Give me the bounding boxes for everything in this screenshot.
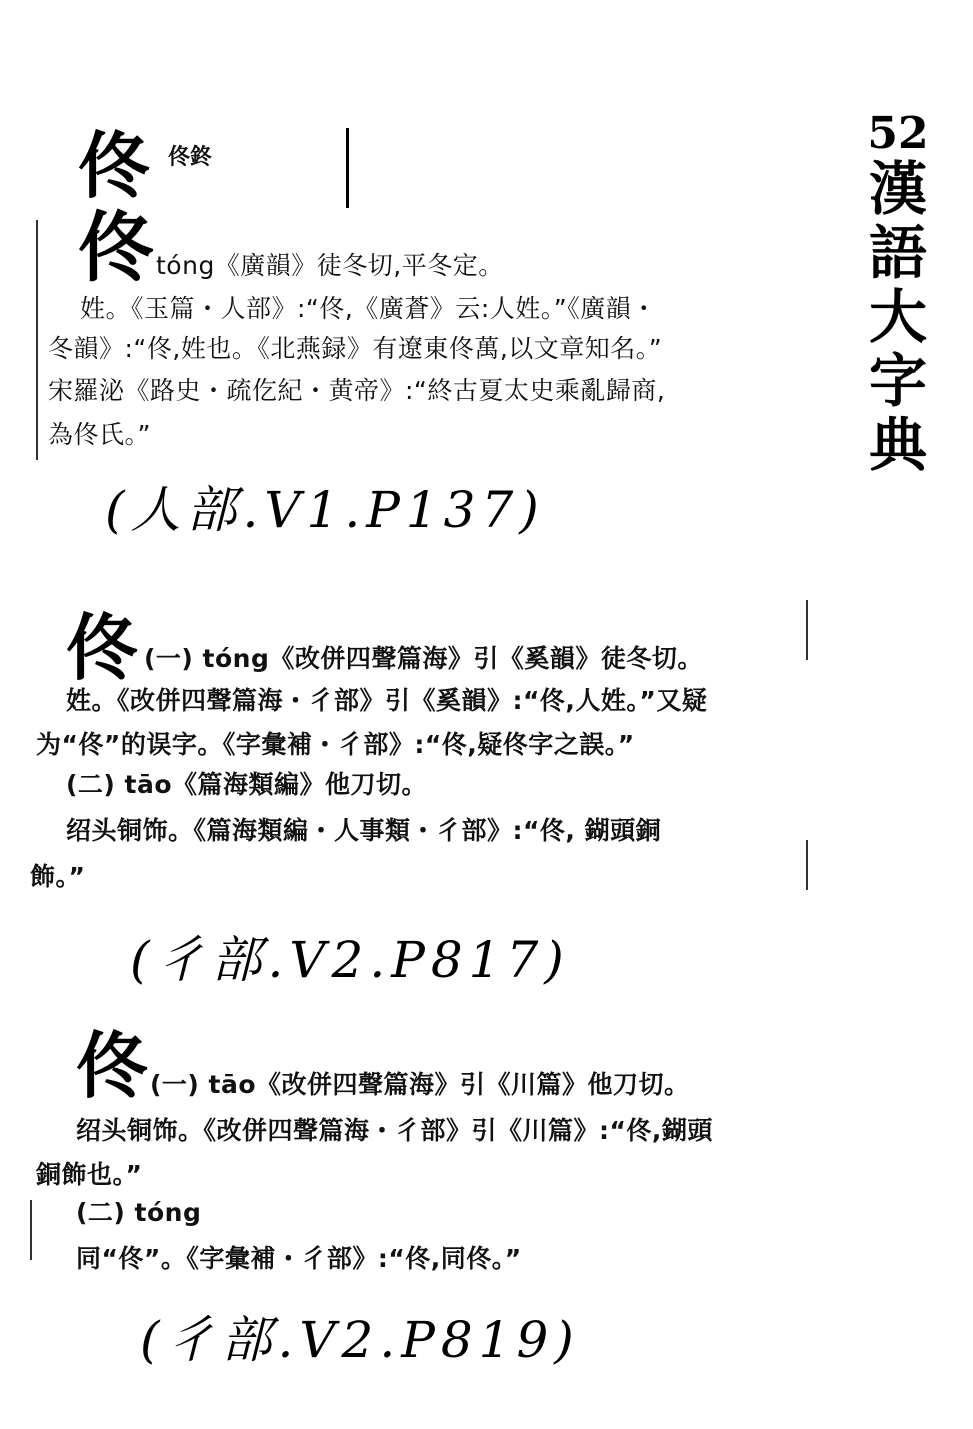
entry1-def-line-2: 冬韻》:“佟,姓也。《北燕録》有遼東佟萬,以文章知名。”: [48, 334, 663, 363]
entry2-handwritten-note: (彳部.V2.P817): [130, 931, 570, 989]
entry3-handwritten-note: (彳部.V2.P819): [140, 1311, 580, 1369]
entry1-def-line-4: 為佟氏。”: [48, 420, 151, 449]
title-char-2: 語: [868, 219, 927, 288]
entry2-def-line-4: 飾。”: [30, 862, 86, 891]
entry2-sense1-header: (一) tóng《改併四聲篇海》引《奚韻》徒冬切。: [144, 644, 703, 673]
entry2-head-char: 佟: [66, 605, 139, 690]
dictionary-title: [863, 110, 933, 477]
entry2-def-line-3: 绍头铜饰。《篇海類編・人事類・彳部》:“佟, 鍸頭銅: [66, 816, 662, 845]
title-char-5: 典: [868, 410, 927, 479]
entry2-def-line-2: 为“佟”的误字。《字彙補・彳部》:“佟,疑佟字之誤。”: [36, 730, 635, 759]
title-char-4: 字: [868, 346, 927, 415]
entry1-handwritten-note: (人部.V1.P137): [105, 481, 545, 539]
entry3-left-rule: [30, 1200, 32, 1260]
entry1-left-rule: [36, 220, 38, 460]
entry3-def-line-3: 同“佟”。《字彙補・彳部》:“佟,同佟。”: [76, 1244, 522, 1273]
entry3-sense2-header: (二) tóng: [76, 1198, 202, 1227]
entry1-small-header: 佟鉖: [168, 145, 213, 170]
entry3-def-line-2: 銅飾也。”: [36, 1160, 143, 1189]
entry1-head-char: 佟: [78, 203, 154, 292]
entry2-right-rule-bottom: [806, 840, 808, 890]
entry3-sense1-header: (一) tāo《改併四聲篇海》引《川篇》他刀切。: [150, 1070, 690, 1099]
entry3-def-line-1: 绍头铜饰。《改併四聲篇海・彳部》引《川篇》:“佟,鍸頭: [76, 1116, 713, 1145]
title-char-1: 漢: [868, 155, 927, 224]
entry1-pronunciation: tóng《廣韻》徒冬切,平冬定。: [156, 251, 504, 280]
entry1-head-char-top: 佟: [78, 123, 151, 208]
entry2-right-rule-top: [806, 600, 808, 660]
entry1-def-line-1: 姓。《玉篇・人部》:“佟,《廣蒼》云:人姓。”《廣韻・: [80, 294, 657, 323]
entry3-head-char: 佟: [76, 1023, 149, 1108]
entry2-sense2-header: (二) tāo《篇海類編》他刀切。: [66, 770, 428, 799]
entry1-def-line-3: 宋羅泌《路史・疏仡紀・黄帝》:“終古夏太史乘亂歸商,: [48, 376, 666, 405]
entry2-def-line-1: 姓。《改併四聲篇海・彳部》引《奚韻》:“佟,人姓。”又疑: [66, 686, 708, 715]
entry1-divider: [346, 128, 349, 208]
page-number: 52: [867, 108, 929, 159]
title-char-3: 大: [868, 282, 927, 351]
